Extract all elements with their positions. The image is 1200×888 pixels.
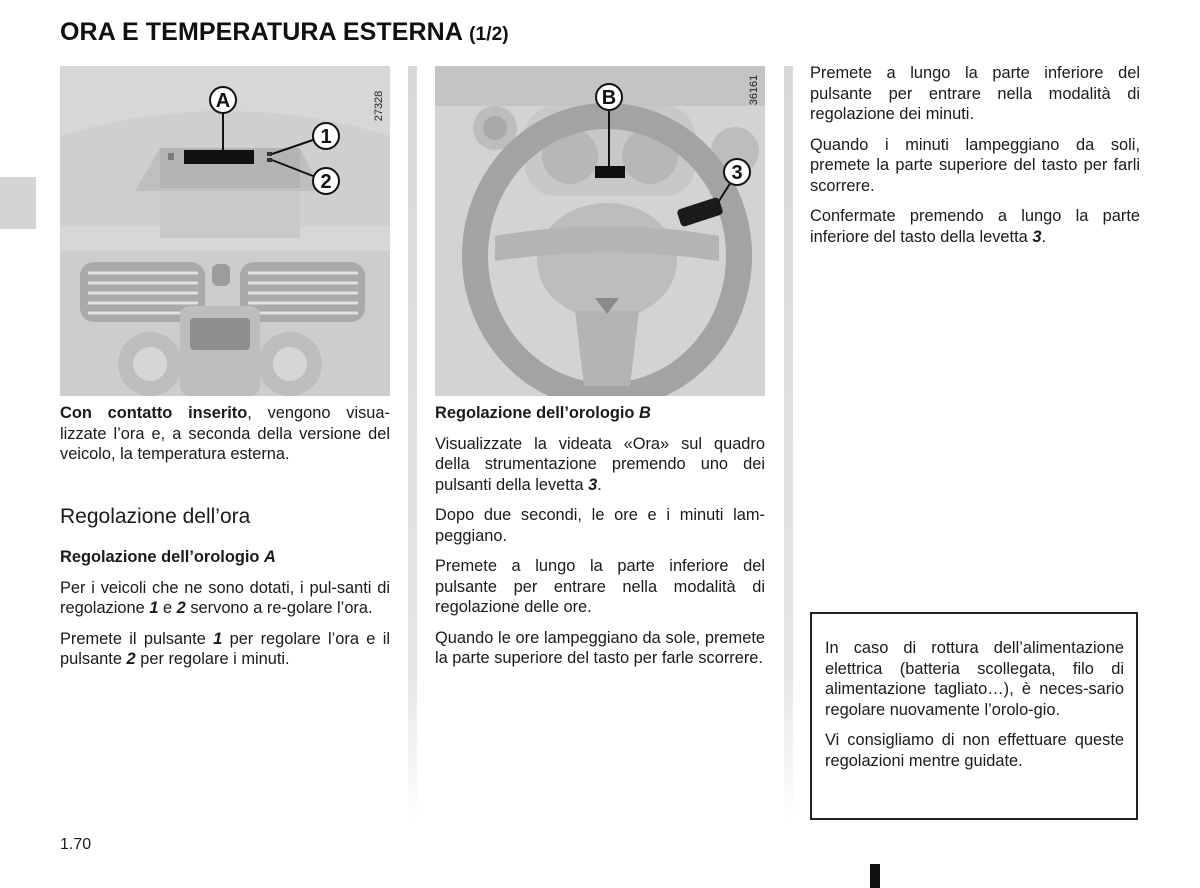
- page-title-suffix: (1/2): [469, 24, 509, 45]
- button-1: [267, 152, 272, 156]
- page-edge-marker: [870, 864, 880, 888]
- paragraph-minutes-mode: Premete a lungo la parte inferiore del pulsante per entrare nella modalità di regolazione dei minuti.: [810, 64, 1140, 123]
- text: per regolare l’ora e il pulsante: [60, 629, 391, 668]
- figure-steering-wheel: [435, 66, 765, 396]
- note-box: [810, 612, 1138, 820]
- column-1: [60, 403, 390, 680]
- ref-3: 3: [1032, 227, 1042, 246]
- column-3: [810, 63, 1140, 257]
- text: Per i veicoli che ne sono dotati, i pul-santi di regolazione: [60, 578, 390, 617]
- ref-1: 1: [149, 599, 159, 617]
- text: Premete il pulsante: [60, 629, 214, 648]
- intro-paragraph: [60, 403, 390, 465]
- subheading-text: Regolazione dell’orologio: [435, 404, 639, 422]
- subheading-clock-a: [60, 547, 390, 568]
- page-title: [60, 18, 509, 47]
- paragraph-buttons: [60, 578, 390, 619]
- intro-bold: Con contatto inserito: [60, 404, 248, 422]
- paragraph-press-buttons: [60, 629, 390, 670]
- paragraph-display: [435, 434, 765, 496]
- text: e: [158, 599, 177, 617]
- text: servono a re-golare l’ora.: [185, 599, 373, 617]
- hazard-button: [212, 264, 230, 286]
- text: Visualizzate la videata «Ora» sul quadro della strumentazione premendo uno dei pulsanti della levetta: [435, 434, 765, 494]
- dashboard-illustration: [60, 66, 390, 396]
- button-2: [267, 158, 272, 162]
- note-paragraph-2: Vi consigliamo di non effettuare queste regolazioni mentre guidate.: [825, 731, 1124, 770]
- paragraph-minutes-scroll: Quando i minuti lampeggiano da soli, premete la parte superiore del tasto per farli scorrere.: [810, 135, 1140, 195]
- figure-code: 27328: [373, 90, 385, 122]
- ref-2: 2: [126, 650, 136, 668]
- intro-text: , vengono visua-lizzate l’ora e, a seconda della versione del veicolo, la temperatura esterna.: [60, 404, 390, 463]
- steering-wheel-illustration: [435, 66, 765, 396]
- subheading-text: Regolazione dell’orologio: [60, 548, 264, 566]
- paragraph-confirm: [810, 206, 1140, 247]
- subheading-ref: B: [638, 404, 651, 422]
- callout-3-label: 3: [731, 162, 743, 184]
- text: .: [1041, 227, 1047, 246]
- callout-1-label: 1: [320, 126, 332, 148]
- figure-code: 36161: [748, 74, 760, 106]
- column-2: [435, 403, 765, 679]
- callout-a-label: A: [215, 90, 231, 112]
- callout-2-label: 2: [320, 171, 332, 193]
- column-divider-2: [784, 66, 793, 826]
- text: Confermate premendo a lungo la parte inferiore del tasto della levetta: [810, 207, 1140, 246]
- callout-b-label: B: [601, 87, 617, 109]
- column-divider-1: [408, 66, 417, 826]
- paragraph-hours-mode: Premete a lungo la parte inferiore del pulsante per entrare nella modalità di regolazione delle ore.: [435, 557, 765, 616]
- subheading-ref: A: [263, 548, 276, 566]
- paragraph-hours-scroll: Quando le ore lampeggiano da sole, premete la parte superiore del tasto per farle scorrere.: [435, 628, 765, 667]
- ref-3: 3: [588, 475, 598, 494]
- text: .: [597, 475, 602, 494]
- page-title-text: ORA E TEMPERATURA ESTERNA: [60, 18, 463, 46]
- clock-display: [184, 150, 254, 164]
- paragraph-blink: Dopo due secondi, le ore e i minuti lam-peggiano.: [435, 506, 765, 545]
- subheading-clock-b: [435, 403, 765, 424]
- page-number: 1.70: [60, 836, 92, 853]
- ref-1: 1: [213, 629, 223, 648]
- note-paragraph-1: In caso di rottura dell’alimentazione elettrica (batteria scollegata, filo di alimentazione tagliato…), è neces-sario regolare nuovamente l’orolo-gio.: [825, 639, 1124, 719]
- ref-2: 2: [176, 599, 186, 617]
- radio-display: [190, 318, 250, 350]
- text: per regolare i minuti.: [135, 650, 290, 668]
- figure-dashboard-display: [60, 66, 390, 396]
- chapter-tab: [0, 177, 36, 229]
- section-heading: Regolazione dell’ora: [60, 504, 251, 528]
